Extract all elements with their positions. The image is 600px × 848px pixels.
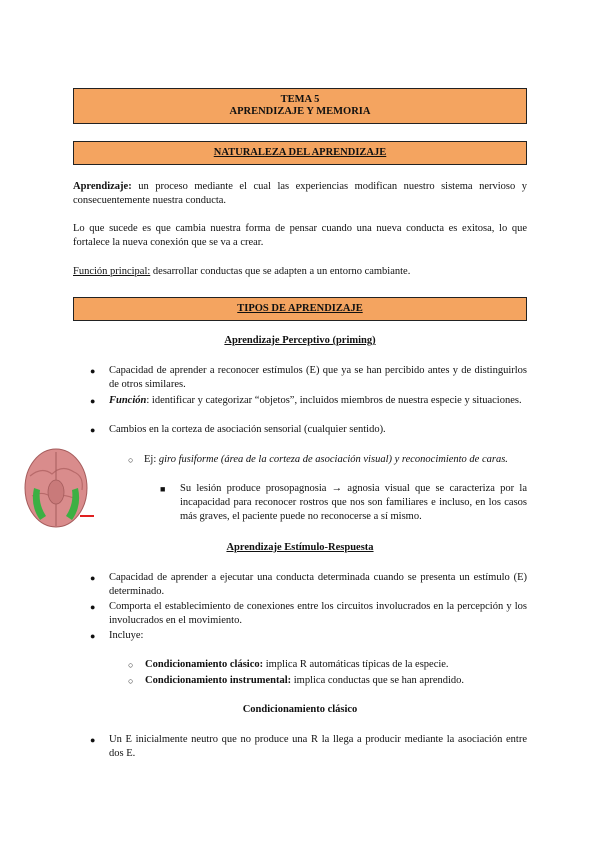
function-paragraph xyxy=(73,265,527,279)
example-prefix: Ej: xyxy=(144,454,159,465)
list-item: Incluye: xyxy=(109,630,144,641)
function-term: Función xyxy=(109,395,147,406)
list-item: Capacidad de aprender a ejecutar una conducta determinada cuando se presenta un estímulo (E) determinado. xyxy=(109,572,527,597)
title-banner xyxy=(73,88,527,124)
function-desc: : identificar y categorizar “objetos”, incluidos miembros de nuestra especie y situaciones. xyxy=(146,395,522,406)
bullet-icon: ● xyxy=(90,631,96,641)
definition-term: Aprendizaje: xyxy=(73,181,132,192)
list-item-instrumental xyxy=(145,674,527,688)
clasico-text: implica R automáticas típicas de la especie. xyxy=(263,659,449,670)
definition-paragraph xyxy=(73,180,527,208)
title-line-1: TEMA 5 xyxy=(280,94,320,105)
subheading-estimulo-respuesta: Aprendizaje Estímulo-Respuesta xyxy=(226,542,374,553)
title-line-2: APRENDIZAJE Y MEMORIA xyxy=(229,106,371,117)
bullet-icon: ● xyxy=(90,396,96,406)
section-banner-naturaleza xyxy=(73,141,527,165)
circle-bullet-icon: ○ xyxy=(128,660,134,670)
bullet-icon: ● xyxy=(90,573,96,583)
function-label: Función principal: xyxy=(73,266,151,277)
list-item: Cambios en la corteza de asociación sensorial (cualquier sentido). xyxy=(109,424,386,435)
section-title: NATURALEZA DEL APRENDIZAJE xyxy=(213,147,387,158)
list-item-clasico xyxy=(145,658,527,672)
subheading-condicionamiento-clasico: Condicionamiento clásico xyxy=(242,704,358,715)
subheading-perceptivo: Aprendizaje Perceptivo (priming) xyxy=(224,335,376,346)
circle-bullet-icon: ○ xyxy=(128,676,134,686)
paragraph-2: Lo que sucede es que cambia nuestra forma de pensar cuando una nueva conducta es exitosa, lo que fortalece la nueva conexión que se va a crear. xyxy=(73,223,527,248)
list-item: Un E inicialmente neutro que no produce una R la llega a producir mediante la asociación entre dos E. xyxy=(109,734,527,759)
clasico-term: Condicionamiento clásico: xyxy=(145,659,264,670)
instrumental-term: Condicionamiento instrumental: xyxy=(145,675,292,686)
instrumental-text: implica conductas que se han aprendido. xyxy=(291,675,465,686)
list-item-example xyxy=(144,453,527,467)
square-bullet-icon: ■ xyxy=(160,484,166,494)
section-title: TIPOS DE APRENDIZAJE xyxy=(237,303,363,314)
brain-illustration xyxy=(22,446,94,532)
function-text: desarrollar conductas que se adapten a un entorno cambiante. xyxy=(150,266,411,277)
list-item xyxy=(109,394,527,408)
section-banner-tipos xyxy=(73,297,527,321)
list-item: Capacidad de aprender a reconocer estímulos (E) que ya se han percibido antes y de distinguirlos de otros similares. xyxy=(109,365,527,390)
bullet-icon: ● xyxy=(90,366,96,376)
bullet-icon: ● xyxy=(90,735,96,745)
circle-bullet-icon: ○ xyxy=(128,455,134,465)
bullet-icon: ● xyxy=(90,602,96,612)
definition-text: un proceso mediante el cual las experiencias modifican nuestro sistema nervioso y consecuentemente nuestra conducta. xyxy=(73,181,527,206)
list-item-lesion: Su lesión produce prosopagnosia → agnosia visual que se caracteriza por la incapacidad para reconocer rostros que nos son familiares e incluso, en los casos más graves, el paciente puede no reconocerse a sí mismo. xyxy=(180,483,527,522)
bullet-icon: ● xyxy=(90,425,96,435)
example-text: giro fusiforme (área de la corteza de asociación visual) y reconocimiento de caras. xyxy=(158,454,508,465)
list-item: Comporta el establecimiento de conexiones entre los circuitos involucrados en la percepción y los involucrados en el movimiento. xyxy=(109,601,527,626)
